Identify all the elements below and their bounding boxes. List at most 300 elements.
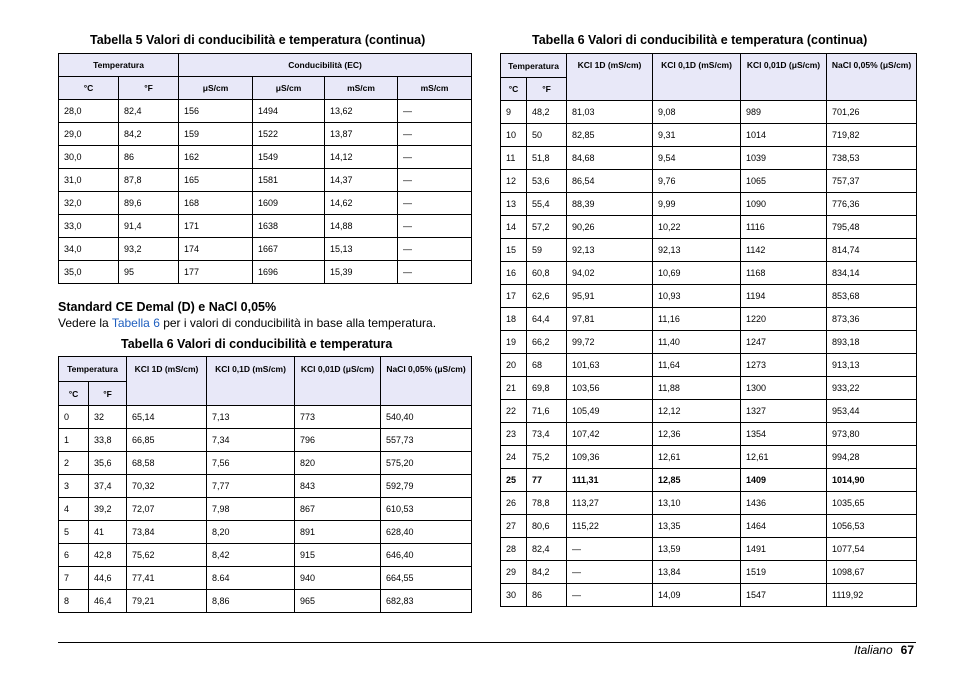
table-cell: — xyxy=(567,561,653,584)
table-cell: 35,0 xyxy=(59,261,119,284)
table6c-unit-f: °F xyxy=(527,78,567,101)
table-cell: 92,13 xyxy=(653,239,741,262)
table-cell: 757,37 xyxy=(827,170,917,193)
table-cell: 168 xyxy=(179,192,253,215)
table-cell: 11,88 xyxy=(653,377,741,400)
table-cell: 33,0 xyxy=(59,215,119,238)
table-cell: 44,6 xyxy=(89,567,127,590)
table-cell: 773 xyxy=(295,406,381,429)
table-row xyxy=(501,377,917,400)
table-cell: 48,2 xyxy=(527,101,567,124)
table-cell: 1 xyxy=(59,429,89,452)
table-cell: 68,58 xyxy=(127,452,207,475)
table6-body xyxy=(59,406,472,613)
table-cell: 14,88 xyxy=(325,215,398,238)
table-cell: 6 xyxy=(59,544,89,567)
table-cell: 18 xyxy=(501,308,527,331)
table-cell: 2 xyxy=(59,452,89,475)
table-cell: 80,6 xyxy=(527,515,567,538)
table-row xyxy=(501,147,917,170)
table-cell: 73,4 xyxy=(527,423,567,446)
table-cell: 9,76 xyxy=(653,170,741,193)
table-cell: 628,40 xyxy=(381,521,472,544)
table-cell: 1327 xyxy=(741,400,827,423)
table-cell: 13,35 xyxy=(653,515,741,538)
table-cell: 1194 xyxy=(741,285,827,308)
table-cell: 70,32 xyxy=(127,475,207,498)
table-cell: 10,22 xyxy=(653,216,741,239)
table-cell: 1667 xyxy=(253,238,325,261)
table-cell: 15,39 xyxy=(325,261,398,284)
table-cell: 16 xyxy=(501,262,527,285)
table-cell: 60,8 xyxy=(527,262,567,285)
table-cell: 24 xyxy=(501,446,527,469)
table-cell: 10,93 xyxy=(653,285,741,308)
table5 xyxy=(58,53,472,284)
table5-unit: μS/cm xyxy=(253,77,325,100)
table-cell: 19 xyxy=(501,331,527,354)
table-cell: 97,81 xyxy=(567,308,653,331)
table-cell: 86 xyxy=(527,584,567,607)
table-cell: 12,61 xyxy=(741,446,827,469)
table-cell: 8,42 xyxy=(207,544,295,567)
table-row xyxy=(59,238,472,261)
table5-unit: mS/cm xyxy=(325,77,398,100)
table-cell: 10 xyxy=(501,124,527,147)
table-cell: 22 xyxy=(501,400,527,423)
table6c-header-kcl-001d: KCl 0,01D (μS/cm) xyxy=(741,54,827,101)
table-cell: 1220 xyxy=(741,308,827,331)
table-cell: 0 xyxy=(59,406,89,429)
table5-header-conductivity: Conducibilità (EC) xyxy=(179,54,472,77)
table-cell: — xyxy=(398,261,472,284)
table-row xyxy=(501,262,917,285)
table-cell: 11,16 xyxy=(653,308,741,331)
table-cell: 64,4 xyxy=(527,308,567,331)
table-cell: 27 xyxy=(501,515,527,538)
table-cell: 1065 xyxy=(741,170,827,193)
footer-language: Italiano xyxy=(853,643,893,657)
paragraph-text: per i valori di conducibilità in base alla temperatura. xyxy=(159,316,437,330)
table-cell: 8 xyxy=(59,590,89,613)
table-cell: 814,74 xyxy=(827,239,917,262)
table-cell: 1609 xyxy=(253,192,325,215)
table-cell: 46,4 xyxy=(89,590,127,613)
table-cell: 77 xyxy=(527,469,567,492)
table-cell: 87,8 xyxy=(119,169,179,192)
table-row xyxy=(501,423,917,446)
table-row xyxy=(59,475,472,498)
table-cell: 62,6 xyxy=(527,285,567,308)
table-cell: 1547 xyxy=(741,584,827,607)
table-cell: 953,44 xyxy=(827,400,917,423)
table-cell: 165 xyxy=(179,169,253,192)
table-row xyxy=(501,538,917,561)
table-cell: 1039 xyxy=(741,147,827,170)
table-cell: 28 xyxy=(501,538,527,561)
table-cell: 776,36 xyxy=(827,193,917,216)
table-cell: 79,21 xyxy=(127,590,207,613)
table-cell: — xyxy=(567,538,653,561)
table-cell: 26 xyxy=(501,492,527,515)
table-cell: 7,56 xyxy=(207,452,295,475)
table-cell: 1014 xyxy=(741,124,827,147)
table-row xyxy=(59,544,472,567)
table6c-body xyxy=(501,101,917,607)
table6c-header-nacl: NaCl 0,05% (μS/cm) xyxy=(827,54,917,101)
table-cell: 1696 xyxy=(253,261,325,284)
table6c-header-kcl-1d: KCl 1D (mS/cm) xyxy=(567,54,653,101)
table-cell: 14,09 xyxy=(653,584,741,607)
table5-body xyxy=(59,100,472,284)
table-row xyxy=(59,521,472,544)
table-row xyxy=(59,567,472,590)
table6-header-kcl-01d: KCl 0,1D (mS/cm) xyxy=(207,357,295,406)
table-cell: 107,42 xyxy=(567,423,653,446)
table-cell: 92,13 xyxy=(567,239,653,262)
table5-header-temperature: Temperatura xyxy=(59,54,179,77)
table-cell: — xyxy=(398,169,472,192)
table-cell: 540,40 xyxy=(381,406,472,429)
table-cell: 893,18 xyxy=(827,331,917,354)
table6-continued-caption: Tabella 6 Valori di conducibilità e temperatura (continua) xyxy=(532,33,868,47)
table-cell: 719,82 xyxy=(827,124,917,147)
table-cell: 32,0 xyxy=(59,192,119,215)
table-cell: 1522 xyxy=(253,123,325,146)
table-row xyxy=(59,215,472,238)
table-cell: 82,4 xyxy=(119,100,179,123)
table-cell: 12,85 xyxy=(653,469,741,492)
table-cell: 10,69 xyxy=(653,262,741,285)
table-cell: 12,36 xyxy=(653,423,741,446)
table-cell: 171 xyxy=(179,215,253,238)
table-cell: 14,12 xyxy=(325,146,398,169)
table-row xyxy=(501,515,917,538)
table-cell: 95,91 xyxy=(567,285,653,308)
table-cell: 41 xyxy=(89,521,127,544)
table6c-unit-c: °C xyxy=(501,78,527,101)
page-footer xyxy=(854,643,914,657)
table-cell: 795,48 xyxy=(827,216,917,239)
table-cell: 1014,90 xyxy=(827,469,917,492)
table-cell: 738,53 xyxy=(827,147,917,170)
table-cell: 1464 xyxy=(741,515,827,538)
table-row xyxy=(501,101,917,124)
table-cell: 9,31 xyxy=(653,124,741,147)
table-cell: 33,8 xyxy=(89,429,127,452)
table-cell: 15,13 xyxy=(325,238,398,261)
table-cell: 891 xyxy=(295,521,381,544)
table-cell: 1494 xyxy=(253,100,325,123)
table-cell: 12 xyxy=(501,170,527,193)
table-cell: 81,03 xyxy=(567,101,653,124)
table6-caption: Tabella 6 Valori di conducibilità e temperatura xyxy=(121,337,393,351)
table-cell: 915 xyxy=(295,544,381,567)
table-cell: 796 xyxy=(295,429,381,452)
table-cell: 3 xyxy=(59,475,89,498)
table-cell: 32 xyxy=(89,406,127,429)
table-cell: 1300 xyxy=(741,377,827,400)
table-cell: 159 xyxy=(179,123,253,146)
table-cell: 7,77 xyxy=(207,475,295,498)
table-row xyxy=(501,124,917,147)
table-cell: 20 xyxy=(501,354,527,377)
table-cell: 610,53 xyxy=(381,498,472,521)
table-cell: 1273 xyxy=(741,354,827,377)
table-cell: 25 xyxy=(501,469,527,492)
table-cell: 1142 xyxy=(741,239,827,262)
table-cell: 13,62 xyxy=(325,100,398,123)
table-cell: 557,73 xyxy=(381,429,472,452)
table-cell: 50 xyxy=(527,124,567,147)
table-cell: 8,86 xyxy=(207,590,295,613)
table-row xyxy=(59,192,472,215)
table-row xyxy=(501,492,917,515)
table-cell: 115,22 xyxy=(567,515,653,538)
table-cell: 68 xyxy=(527,354,567,377)
table-cell: 55,4 xyxy=(527,193,567,216)
table-row xyxy=(501,446,917,469)
table-row xyxy=(501,331,917,354)
table-cell: 933,22 xyxy=(827,377,917,400)
table-cell: 71,6 xyxy=(527,400,567,423)
table-cell: 1090 xyxy=(741,193,827,216)
table-cell: — xyxy=(398,100,472,123)
table6-header-nacl: NaCl 0,05% (μS/cm) xyxy=(381,357,472,406)
table-cell: 89,6 xyxy=(119,192,179,215)
table-cell: 105,49 xyxy=(567,400,653,423)
table-cell: 575,20 xyxy=(381,452,472,475)
table-cell: 156 xyxy=(179,100,253,123)
table-cell: 177 xyxy=(179,261,253,284)
table-cell: 1119,92 xyxy=(827,584,917,607)
table-cell: 17 xyxy=(501,285,527,308)
table-row xyxy=(59,261,472,284)
table6 xyxy=(58,356,472,613)
table-cell: 75,2 xyxy=(527,446,567,469)
table-row xyxy=(501,170,917,193)
table-cell: 88,39 xyxy=(567,193,653,216)
table-cell: 9,54 xyxy=(653,147,741,170)
table-cell: 31,0 xyxy=(59,169,119,192)
table-cell: 35,6 xyxy=(89,452,127,475)
table-cell: 65,14 xyxy=(127,406,207,429)
table-cell: 99,72 xyxy=(567,331,653,354)
table-cell: 1549 xyxy=(253,146,325,169)
table-cell: 84,2 xyxy=(119,123,179,146)
table-cell: 109,36 xyxy=(567,446,653,469)
table-cell: 873,36 xyxy=(827,308,917,331)
table-cell: 162 xyxy=(179,146,253,169)
table-cell: 1436 xyxy=(741,492,827,515)
table-cell: 13 xyxy=(501,193,527,216)
table-row xyxy=(501,584,917,607)
table-cell: 1168 xyxy=(741,262,827,285)
table-cell: 103,56 xyxy=(567,377,653,400)
table-cell: 843 xyxy=(295,475,381,498)
table-cell: 29,0 xyxy=(59,123,119,146)
table-cell: 7 xyxy=(59,567,89,590)
table-cell: 1116 xyxy=(741,216,827,239)
table-cell: 7,34 xyxy=(207,429,295,452)
table-cell: 11,64 xyxy=(653,354,741,377)
table-cell: 1035,65 xyxy=(827,492,917,515)
table-cell: 9,08 xyxy=(653,101,741,124)
table-cell: 78,8 xyxy=(527,492,567,515)
table-row xyxy=(59,406,472,429)
table-cell: 86 xyxy=(119,146,179,169)
table-cell: 34,0 xyxy=(59,238,119,261)
paragraph-text: Vedere la xyxy=(58,316,112,330)
table-cell: 28,0 xyxy=(59,100,119,123)
table-cell: 30,0 xyxy=(59,146,119,169)
table6-header-kcl-001d: KCl 0,01D (μS/cm) xyxy=(295,357,381,406)
table-cell: 1581 xyxy=(253,169,325,192)
table-cell: 913,13 xyxy=(827,354,917,377)
table-cell: 73,84 xyxy=(127,521,207,544)
table-cell: 853,68 xyxy=(827,285,917,308)
table-cell: 77,41 xyxy=(127,567,207,590)
table-cell: 11 xyxy=(501,147,527,170)
table-cell: 113,27 xyxy=(567,492,653,515)
table-cell: 69,8 xyxy=(527,377,567,400)
table-cell: 42,8 xyxy=(89,544,127,567)
table-cell: 86,54 xyxy=(567,170,653,193)
table-cell: 1638 xyxy=(253,215,325,238)
table-cell: 834,14 xyxy=(827,262,917,285)
table-cell: 1098,67 xyxy=(827,561,917,584)
table6-header-temperature: Temperatura xyxy=(59,357,127,382)
table-cell: 90,26 xyxy=(567,216,653,239)
table-cell: — xyxy=(398,123,472,146)
table6-header-kcl-1d: KCl 1D (mS/cm) xyxy=(127,357,207,406)
table-cell: 111,31 xyxy=(567,469,653,492)
table-cell: 940 xyxy=(295,567,381,590)
table-cell: 37,4 xyxy=(89,475,127,498)
table-cell: 59 xyxy=(527,239,567,262)
table-cell: 867 xyxy=(295,498,381,521)
table-cell: 94,02 xyxy=(567,262,653,285)
table-row xyxy=(501,354,917,377)
table-row xyxy=(59,100,472,123)
table5-unit: °C xyxy=(59,77,119,100)
table-cell: 646,40 xyxy=(381,544,472,567)
table6-continued xyxy=(500,53,917,607)
table-cell: 9,99 xyxy=(653,193,741,216)
table6-unit-f: °F xyxy=(89,382,127,406)
table-cell: 13,84 xyxy=(653,561,741,584)
table-cell: 75,62 xyxy=(127,544,207,567)
table-cell: 5 xyxy=(59,521,89,544)
table-cell: 72,07 xyxy=(127,498,207,521)
table-cell: 1247 xyxy=(741,331,827,354)
table6c-header-temperature: Temperatura xyxy=(501,54,567,78)
table5-unit: mS/cm xyxy=(398,77,472,100)
table-cell: 21 xyxy=(501,377,527,400)
table-cell: — xyxy=(398,238,472,261)
table-cell: 101,63 xyxy=(567,354,653,377)
table-cell: 13,10 xyxy=(653,492,741,515)
table-cell: 13,59 xyxy=(653,538,741,561)
footer-rule xyxy=(58,642,916,643)
table-cell: 23 xyxy=(501,423,527,446)
table-cell: 93,2 xyxy=(119,238,179,261)
table5-unit: μS/cm xyxy=(179,77,253,100)
table-cell: 84,68 xyxy=(567,147,653,170)
table-row xyxy=(501,193,917,216)
table-cell: 682,83 xyxy=(381,590,472,613)
table-row xyxy=(501,400,917,423)
table-cell: 39,2 xyxy=(89,498,127,521)
table-row xyxy=(59,590,472,613)
table-cell: 820 xyxy=(295,452,381,475)
table-cell: 994,28 xyxy=(827,446,917,469)
table-cell: 57,2 xyxy=(527,216,567,239)
table-cell: 14,37 xyxy=(325,169,398,192)
table-cell: 973,80 xyxy=(827,423,917,446)
table-cell: 1077,54 xyxy=(827,538,917,561)
table-cell: 53,6 xyxy=(527,170,567,193)
table-cell: 15 xyxy=(501,239,527,262)
table-cell: 82,85 xyxy=(567,124,653,147)
table-cell: — xyxy=(398,146,472,169)
table-cell: 174 xyxy=(179,238,253,261)
table-row xyxy=(59,169,472,192)
table-cell: 1354 xyxy=(741,423,827,446)
table-cell: — xyxy=(567,584,653,607)
table-cell: 13,87 xyxy=(325,123,398,146)
table-row xyxy=(59,146,472,169)
table-row xyxy=(501,216,917,239)
table-cell: 66,2 xyxy=(527,331,567,354)
table-cell: — xyxy=(398,192,472,215)
table5-unit: °F xyxy=(119,77,179,100)
table-cell: 12,12 xyxy=(653,400,741,423)
table-cell: 95 xyxy=(119,261,179,284)
table-cell: 1056,53 xyxy=(827,515,917,538)
table-cell: 8.64 xyxy=(207,567,295,590)
table-row xyxy=(501,239,917,262)
table-cell: 82,4 xyxy=(527,538,567,561)
table-cell: 1409 xyxy=(741,469,827,492)
table-cell: 14 xyxy=(501,216,527,239)
table-row xyxy=(59,498,472,521)
table-cell: 9 xyxy=(501,101,527,124)
table-row xyxy=(59,123,472,146)
page-number: 67 xyxy=(900,643,914,657)
table-row xyxy=(59,452,472,475)
table-row xyxy=(501,561,917,584)
table-cell: 1519 xyxy=(741,561,827,584)
table-cell: 11,40 xyxy=(653,331,741,354)
section-heading: Standard CE Demal (D) e NaCl 0,05% xyxy=(58,300,277,314)
table6-unit-c: °C xyxy=(59,382,89,406)
table-row xyxy=(501,308,917,331)
table-cell: 66,85 xyxy=(127,429,207,452)
table-cell: 1491 xyxy=(741,538,827,561)
table-cell: 989 xyxy=(741,101,827,124)
table-cell: 701,26 xyxy=(827,101,917,124)
table6-link[interactable]: Tabella 6 xyxy=(111,316,160,330)
table-cell: 84,2 xyxy=(527,561,567,584)
table-cell: 4 xyxy=(59,498,89,521)
section-paragraph xyxy=(58,316,436,330)
table6c-header-kcl-01d: KCl 0,1D (mS/cm) xyxy=(653,54,741,101)
table-cell: 30 xyxy=(501,584,527,607)
table-cell: 592,79 xyxy=(381,475,472,498)
table-row xyxy=(59,429,472,452)
table-cell: 7,98 xyxy=(207,498,295,521)
